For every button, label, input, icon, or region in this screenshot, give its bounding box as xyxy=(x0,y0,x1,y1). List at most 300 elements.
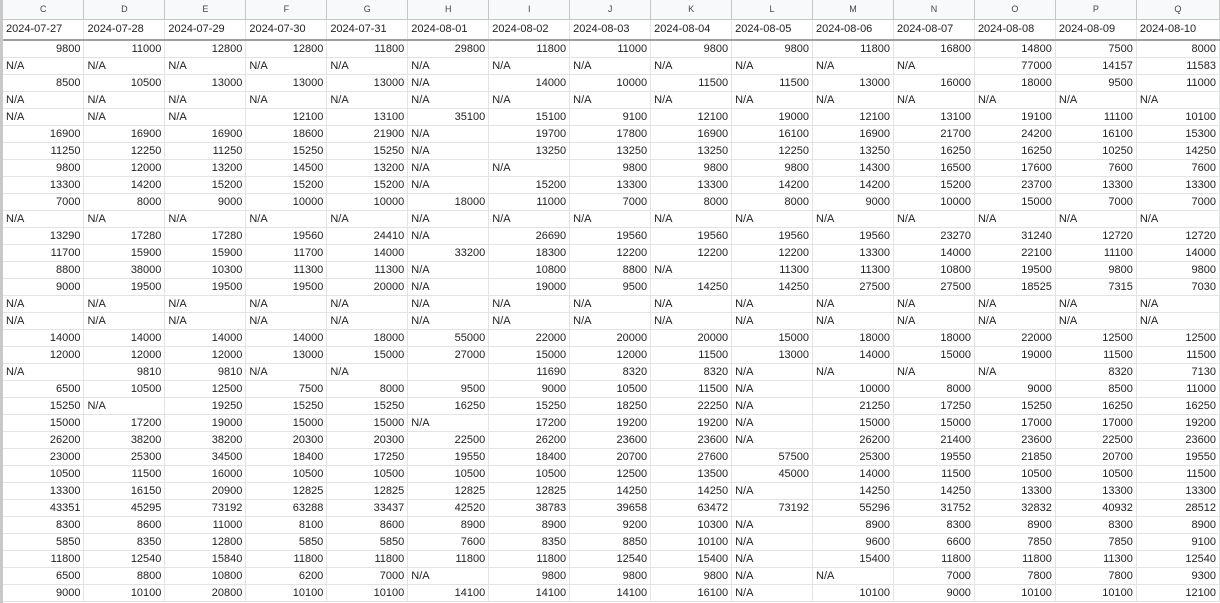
cell[interactable]: 19560 xyxy=(813,227,894,244)
cell[interactable]: N/A xyxy=(732,482,813,499)
cell[interactable]: 19560 xyxy=(246,227,327,244)
cell[interactable]: 13300 xyxy=(1136,176,1219,193)
cell[interactable]: 11690 xyxy=(489,363,570,380)
cell[interactable]: 11300 xyxy=(813,261,894,278)
cell[interactable]: N/A xyxy=(732,414,813,431)
cell[interactable]: 15000 xyxy=(327,346,408,363)
date-cell[interactable]: 2024-08-10 xyxy=(1136,19,1219,40)
cell[interactable]: N/A xyxy=(732,516,813,533)
cell[interactable]: 11800 xyxy=(246,550,327,567)
cell[interactable]: 11500 xyxy=(651,346,732,363)
cell[interactable]: N/A xyxy=(651,91,732,108)
cell[interactable]: 22500 xyxy=(408,431,489,448)
cell[interactable]: 16900 xyxy=(165,125,246,142)
cell[interactable]: 12100 xyxy=(246,108,327,125)
cell[interactable]: N/A xyxy=(327,312,408,329)
cell[interactable]: 16900 xyxy=(3,125,84,142)
cell[interactable]: N/A xyxy=(408,142,489,159)
cell[interactable]: 19200 xyxy=(651,414,732,431)
column-header-c[interactable]: C xyxy=(3,0,84,19)
cell[interactable]: 10000 xyxy=(813,380,894,397)
cell[interactable]: 12200 xyxy=(651,244,732,261)
cell[interactable]: 8320 xyxy=(570,363,651,380)
cell[interactable]: 19500 xyxy=(974,261,1055,278)
cell[interactable]: 26200 xyxy=(813,431,894,448)
cell[interactable]: 7315 xyxy=(1055,278,1136,295)
cell[interactable]: 38200 xyxy=(165,431,246,448)
cell[interactable]: 15000 xyxy=(893,414,974,431)
cell[interactable]: 6500 xyxy=(3,567,84,584)
column-header-m[interactable]: M xyxy=(813,0,894,19)
cell[interactable]: N/A xyxy=(651,210,732,227)
cell[interactable]: 20000 xyxy=(327,278,408,295)
cell[interactable]: 11500 xyxy=(651,74,732,91)
cell[interactable]: 17000 xyxy=(1055,414,1136,431)
cell[interactable]: 13300 xyxy=(974,482,1055,499)
cell[interactable]: 11800 xyxy=(3,550,84,567)
cell[interactable]: N/A xyxy=(408,261,489,278)
cell[interactable]: 23000 xyxy=(3,448,84,465)
cell[interactable]: 13300 xyxy=(1055,482,1136,499)
cell[interactable]: 10100 xyxy=(246,584,327,601)
cell[interactable]: 23600 xyxy=(974,431,1055,448)
cell[interactable]: N/A xyxy=(489,312,570,329)
cell[interactable]: 14100 xyxy=(570,584,651,601)
cell[interactable]: 9810 xyxy=(84,363,165,380)
cell[interactable]: 15900 xyxy=(165,244,246,261)
cell[interactable]: 19560 xyxy=(732,227,813,244)
cell[interactable]: 13300 xyxy=(651,176,732,193)
cell[interactable]: 55296 xyxy=(813,499,894,516)
cell[interactable]: 13300 xyxy=(813,244,894,261)
date-cell[interactable]: 2024-07-31 xyxy=(327,19,408,40)
cell[interactable]: 6600 xyxy=(893,533,974,550)
cell[interactable]: 40932 xyxy=(1055,499,1136,516)
cell[interactable]: N/A xyxy=(1055,295,1136,312)
cell[interactable]: 10500 xyxy=(327,465,408,482)
cell[interactable]: 10500 xyxy=(84,380,165,397)
cell[interactable]: N/A xyxy=(408,74,489,91)
cell[interactable]: 12540 xyxy=(570,550,651,567)
cell[interactable]: 12000 xyxy=(3,346,84,363)
cell[interactable]: 21250 xyxy=(813,397,894,414)
cell[interactable]: 17800 xyxy=(570,125,651,142)
cell[interactable]: 10250 xyxy=(1055,142,1136,159)
cell[interactable]: 10100 xyxy=(327,584,408,601)
cell[interactable]: 8000 xyxy=(651,193,732,210)
cell[interactable]: 11100 xyxy=(1055,244,1136,261)
cell[interactable]: 23270 xyxy=(893,227,974,244)
column-header-i[interactable]: I xyxy=(489,0,570,19)
cell[interactable]: 9800 xyxy=(570,159,651,176)
cell[interactable]: 38200 xyxy=(84,431,165,448)
cell[interactable]: 8100 xyxy=(246,516,327,533)
cell[interactable]: 13250 xyxy=(813,142,894,159)
cell[interactable]: 17200 xyxy=(84,414,165,431)
cell[interactable]: 13250 xyxy=(489,142,570,159)
cell[interactable]: 8000 xyxy=(893,380,974,397)
cell[interactable]: 16250 xyxy=(1055,397,1136,414)
cell[interactable]: 19200 xyxy=(1136,414,1219,431)
cell[interactable]: 12100 xyxy=(813,108,894,125)
cell[interactable]: N/A xyxy=(408,295,489,312)
cell[interactable]: N/A xyxy=(1136,295,1219,312)
cell[interactable]: 10500 xyxy=(84,74,165,91)
cell[interactable]: N/A xyxy=(570,312,651,329)
cell[interactable]: 16100 xyxy=(1055,125,1136,142)
cell[interactable]: 12000 xyxy=(165,346,246,363)
cell[interactable]: 9000 xyxy=(489,380,570,397)
cell[interactable]: N/A xyxy=(489,210,570,227)
cell[interactable]: 19500 xyxy=(165,278,246,295)
cell[interactable]: N/A xyxy=(327,57,408,74)
cell[interactable]: N/A xyxy=(1136,210,1219,227)
cell[interactable]: 19500 xyxy=(84,278,165,295)
date-cell[interactable]: 2024-08-01 xyxy=(408,19,489,40)
cell[interactable]: 18400 xyxy=(489,448,570,465)
cell[interactable]: N/A xyxy=(813,363,894,380)
cell[interactable]: 9000 xyxy=(893,584,974,601)
cell[interactable]: 9500 xyxy=(408,380,489,397)
column-header-h[interactable]: H xyxy=(408,0,489,19)
cell[interactable]: N/A xyxy=(408,57,489,74)
cell[interactable]: 11300 xyxy=(1055,550,1136,567)
cell[interactable]: 8900 xyxy=(813,516,894,533)
cell[interactable]: N/A xyxy=(165,210,246,227)
cell[interactable]: 12720 xyxy=(1055,227,1136,244)
cell[interactable]: 9000 xyxy=(165,193,246,210)
cell[interactable]: 10500 xyxy=(1055,465,1136,482)
cell[interactable]: N/A xyxy=(813,312,894,329)
cell[interactable]: 8900 xyxy=(489,516,570,533)
cell[interactable]: 16800 xyxy=(893,40,974,58)
cell[interactable]: 13250 xyxy=(570,142,651,159)
cell[interactable]: 18300 xyxy=(489,244,570,261)
cell[interactable]: 14000 xyxy=(489,74,570,91)
cell[interactable]: 8350 xyxy=(84,533,165,550)
cell[interactable]: 11800 xyxy=(893,550,974,567)
cell[interactable]: 20700 xyxy=(1055,448,1136,465)
cell[interactable]: 20900 xyxy=(165,482,246,499)
cell[interactable]: 10100 xyxy=(84,584,165,601)
cell[interactable]: 22000 xyxy=(489,329,570,346)
cell[interactable]: 16000 xyxy=(893,74,974,91)
cell[interactable]: 9100 xyxy=(570,108,651,125)
cell[interactable]: 10100 xyxy=(651,533,732,550)
cell[interactable]: N/A xyxy=(651,261,732,278)
cell[interactable]: N/A xyxy=(570,91,651,108)
cell[interactable]: 21850 xyxy=(974,448,1055,465)
cell[interactable]: N/A xyxy=(893,295,974,312)
column-header-g[interactable]: G xyxy=(327,0,408,19)
cell[interactable]: 8000 xyxy=(732,193,813,210)
cell[interactable]: 35100 xyxy=(408,108,489,125)
cell[interactable]: 11250 xyxy=(3,142,84,159)
cell[interactable]: 10500 xyxy=(974,465,1055,482)
cell[interactable]: 9800 xyxy=(732,159,813,176)
cell[interactable]: N/A xyxy=(893,91,974,108)
cell[interactable]: 11800 xyxy=(489,40,570,58)
cell[interactable]: 19000 xyxy=(732,108,813,125)
cell[interactable]: 9200 xyxy=(570,516,651,533)
cell[interactable]: 7130 xyxy=(1136,363,1219,380)
cell[interactable]: N/A xyxy=(732,91,813,108)
cell[interactable]: 14300 xyxy=(813,159,894,176)
cell[interactable]: 8900 xyxy=(1136,516,1219,533)
cell[interactable]: 12825 xyxy=(408,482,489,499)
cell[interactable]: 14250 xyxy=(732,278,813,295)
cell[interactable]: 13200 xyxy=(327,159,408,176)
cell[interactable]: N/A xyxy=(408,312,489,329)
cell[interactable]: 10500 xyxy=(408,465,489,482)
cell[interactable]: 15250 xyxy=(246,142,327,159)
cell[interactable]: 12500 xyxy=(570,465,651,482)
cell[interactable]: 27000 xyxy=(408,346,489,363)
cell[interactable]: 11583 xyxy=(1136,57,1219,74)
column-header-p[interactable]: P xyxy=(1055,0,1136,19)
cell[interactable]: 15000 xyxy=(813,414,894,431)
cell[interactable]: 14000 xyxy=(246,329,327,346)
cell[interactable]: 13000 xyxy=(732,346,813,363)
cell[interactable]: 7600 xyxy=(1055,159,1136,176)
cell[interactable]: 9800 xyxy=(489,567,570,584)
cell[interactable]: 10000 xyxy=(246,193,327,210)
cell[interactable]: 20300 xyxy=(246,431,327,448)
cell[interactable]: 9800 xyxy=(1055,261,1136,278)
cell[interactable]: 31752 xyxy=(893,499,974,516)
cell[interactable]: 15300 xyxy=(1136,125,1219,142)
cell[interactable]: 9800 xyxy=(1136,261,1219,278)
cell[interactable]: 19700 xyxy=(489,125,570,142)
cell[interactable]: 7000 xyxy=(893,567,974,584)
cell[interactable]: 9000 xyxy=(3,584,84,601)
cell[interactable]: 11500 xyxy=(1136,465,1219,482)
cell[interactable]: 11500 xyxy=(732,74,813,91)
cell[interactable]: 77000 xyxy=(974,57,1055,74)
cell[interactable]: 5850 xyxy=(246,533,327,550)
cell[interactable]: 63288 xyxy=(246,499,327,516)
cell[interactable]: 14200 xyxy=(84,176,165,193)
column-header-f[interactable]: F xyxy=(246,0,327,19)
cell[interactable]: N/A xyxy=(84,295,165,312)
date-cell[interactable]: 2024-07-30 xyxy=(246,19,327,40)
cell[interactable]: N/A xyxy=(732,57,813,74)
cell[interactable]: 19500 xyxy=(246,278,327,295)
cell[interactable]: 15000 xyxy=(893,346,974,363)
cell[interactable]: 13200 xyxy=(165,159,246,176)
cell[interactable]: N/A xyxy=(489,295,570,312)
cell[interactable]: N/A xyxy=(3,91,84,108)
cell[interactable]: 55000 xyxy=(408,329,489,346)
cell[interactable]: 11100 xyxy=(1055,108,1136,125)
cell[interactable]: 16100 xyxy=(651,584,732,601)
column-header-n[interactable]: N xyxy=(893,0,974,19)
cell[interactable]: N/A xyxy=(974,295,1055,312)
cell[interactable]: 9300 xyxy=(1136,567,1219,584)
cell[interactable]: N/A xyxy=(570,210,651,227)
cell[interactable]: N/A xyxy=(813,91,894,108)
date-cell[interactable]: 2024-07-28 xyxy=(84,19,165,40)
cell[interactable]: 10000 xyxy=(893,193,974,210)
cell[interactable]: 10100 xyxy=(974,584,1055,601)
cell[interactable]: 24200 xyxy=(974,125,1055,142)
cell[interactable]: 26690 xyxy=(489,227,570,244)
cell[interactable]: 12720 xyxy=(1136,227,1219,244)
cell[interactable]: N/A xyxy=(893,363,974,380)
cell[interactable]: N/A xyxy=(732,380,813,397)
cell[interactable]: 11000 xyxy=(570,40,651,58)
cell[interactable]: 7600 xyxy=(1136,159,1219,176)
cell[interactable]: N/A xyxy=(732,312,813,329)
cell[interactable]: 73192 xyxy=(165,499,246,516)
cell[interactable]: 7850 xyxy=(1055,533,1136,550)
cell[interactable]: 11800 xyxy=(489,550,570,567)
cell[interactable]: 13000 xyxy=(327,74,408,91)
cell[interactable]: 22000 xyxy=(974,329,1055,346)
cell[interactable]: 38000 xyxy=(84,261,165,278)
cell[interactable]: N/A xyxy=(651,295,732,312)
cell[interactable]: 11250 xyxy=(165,142,246,159)
cell[interactable]: 14000 xyxy=(813,346,894,363)
cell[interactable]: 20800 xyxy=(165,584,246,601)
cell[interactable]: 22500 xyxy=(1055,431,1136,448)
cell[interactable]: 8300 xyxy=(3,516,84,533)
cell[interactable]: N/A xyxy=(84,397,165,414)
cell[interactable]: 14000 xyxy=(327,244,408,261)
cell[interactable]: 11700 xyxy=(3,244,84,261)
cell[interactable]: N/A xyxy=(1136,91,1219,108)
cell[interactable]: N/A xyxy=(84,210,165,227)
cell[interactable]: 25300 xyxy=(84,448,165,465)
cell[interactable]: 24410 xyxy=(327,227,408,244)
cell[interactable]: 14200 xyxy=(732,176,813,193)
cell[interactable]: 7030 xyxy=(1136,278,1219,295)
cell[interactable]: 39658 xyxy=(570,499,651,516)
cell[interactable]: N/A xyxy=(165,295,246,312)
date-cell[interactable]: 2024-08-03 xyxy=(570,19,651,40)
cell[interactable]: 9800 xyxy=(651,159,732,176)
cell[interactable]: 16250 xyxy=(1136,397,1219,414)
cell[interactable]: 12540 xyxy=(84,550,165,567)
cell[interactable]: 9500 xyxy=(570,278,651,295)
cell[interactable]: 11300 xyxy=(246,261,327,278)
cell[interactable]: N/A xyxy=(3,108,84,125)
cell[interactable]: 57500 xyxy=(732,448,813,465)
date-cell[interactable]: 2024-07-29 xyxy=(165,19,246,40)
cell[interactable]: N/A xyxy=(893,312,974,329)
cell[interactable]: N/A xyxy=(246,210,327,227)
cell[interactable]: 12500 xyxy=(1136,329,1219,346)
cell[interactable]: 5850 xyxy=(3,533,84,550)
date-cell[interactable]: 2024-08-04 xyxy=(651,19,732,40)
cell[interactable]: 12000 xyxy=(84,346,165,363)
cell[interactable]: 9000 xyxy=(974,380,1055,397)
cell[interactable]: 11800 xyxy=(327,550,408,567)
cell[interactable]: 11800 xyxy=(408,550,489,567)
cell[interactable]: 8850 xyxy=(570,533,651,550)
cell[interactable]: 45000 xyxy=(732,465,813,482)
cell[interactable]: 14000 xyxy=(813,465,894,482)
cell[interactable]: 11500 xyxy=(893,465,974,482)
cell[interactable]: 12825 xyxy=(489,482,570,499)
cell[interactable]: N/A xyxy=(246,295,327,312)
cell[interactable]: 14000 xyxy=(84,329,165,346)
cell[interactable]: N/A xyxy=(246,363,327,380)
cell[interactable]: 11800 xyxy=(327,40,408,58)
cell[interactable]: 11500 xyxy=(84,465,165,482)
cell[interactable]: 14000 xyxy=(893,244,974,261)
cell[interactable]: N/A xyxy=(974,363,1055,380)
date-cell[interactable]: 2024-08-02 xyxy=(489,19,570,40)
cell[interactable]: 16100 xyxy=(732,125,813,142)
column-header-q[interactable]: Q xyxy=(1136,0,1219,19)
cell[interactable]: 9800 xyxy=(651,567,732,584)
column-header-d[interactable]: D xyxy=(84,0,165,19)
cell[interactable]: N/A xyxy=(732,550,813,567)
cell[interactable]: 12825 xyxy=(246,482,327,499)
cell[interactable]: 15200 xyxy=(246,176,327,193)
cell[interactable]: 14000 xyxy=(165,329,246,346)
cell[interactable]: 12540 xyxy=(1136,550,1219,567)
cell[interactable]: 17000 xyxy=(974,414,1055,431)
cell[interactable]: 13300 xyxy=(570,176,651,193)
cell[interactable]: 15200 xyxy=(489,176,570,193)
cell[interactable]: 15250 xyxy=(974,397,1055,414)
cell[interactable]: 15000 xyxy=(327,414,408,431)
cell[interactable]: N/A xyxy=(732,397,813,414)
date-cell[interactable]: 2024-08-07 xyxy=(893,19,974,40)
cell[interactable]: 73192 xyxy=(732,499,813,516)
cell[interactable]: 34500 xyxy=(165,448,246,465)
cell[interactable]: 9600 xyxy=(813,533,894,550)
cell[interactable]: 15000 xyxy=(974,193,1055,210)
cell[interactable]: 8000 xyxy=(327,380,408,397)
cell[interactable]: 27600 xyxy=(651,448,732,465)
cell[interactable]: 15400 xyxy=(651,550,732,567)
cell[interactable]: 10100 xyxy=(813,584,894,601)
cell[interactable]: 20000 xyxy=(651,329,732,346)
cell[interactable]: N/A xyxy=(651,312,732,329)
cell[interactable]: 10100 xyxy=(1055,584,1136,601)
cell[interactable]: 18600 xyxy=(246,125,327,142)
cell[interactable]: 10300 xyxy=(165,261,246,278)
cell[interactable]: 42520 xyxy=(408,499,489,516)
cell[interactable]: 14250 xyxy=(813,482,894,499)
cell[interactable]: 14157 xyxy=(1055,57,1136,74)
cell[interactable]: 8600 xyxy=(327,516,408,533)
column-header-l[interactable]: L xyxy=(732,0,813,19)
cell[interactable]: N/A xyxy=(893,57,974,74)
cell[interactable]: 14800 xyxy=(974,40,1055,58)
cell[interactable]: 15000 xyxy=(246,414,327,431)
cell[interactable]: 19560 xyxy=(651,227,732,244)
cell[interactable]: 27500 xyxy=(893,278,974,295)
cell[interactable]: 15250 xyxy=(327,397,408,414)
cell[interactable]: N/A xyxy=(408,176,489,193)
cell[interactable]: N/A xyxy=(813,210,894,227)
cell[interactable]: 21700 xyxy=(893,125,974,142)
cell[interactable]: 19000 xyxy=(489,278,570,295)
cell[interactable]: 8900 xyxy=(974,516,1055,533)
cell[interactable]: 16250 xyxy=(893,142,974,159)
cell[interactable]: 33200 xyxy=(408,244,489,261)
cell[interactable]: N/A xyxy=(813,57,894,74)
cell[interactable]: N/A xyxy=(732,533,813,550)
cell[interactable]: 15400 xyxy=(813,550,894,567)
cell[interactable]: 18525 xyxy=(974,278,1055,295)
cell[interactable]: 12200 xyxy=(732,244,813,261)
cell[interactable]: 12000 xyxy=(84,159,165,176)
